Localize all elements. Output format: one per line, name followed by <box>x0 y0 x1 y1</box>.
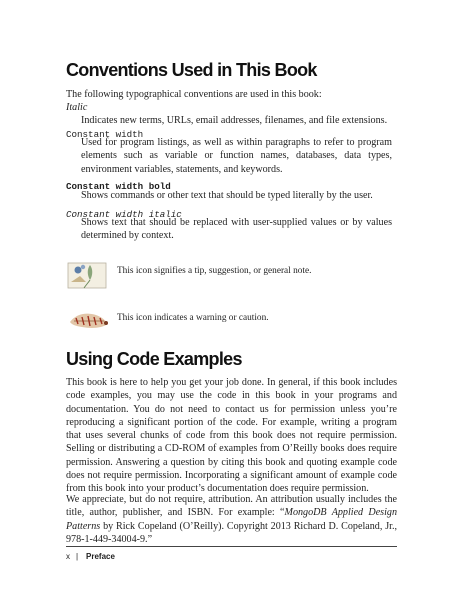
term-italic: Italic <box>66 102 88 113</box>
warning-icon <box>66 304 111 334</box>
code-examples-paragraph-2 <box>66 493 397 546</box>
term-constant-width: Constant width <box>66 129 144 140</box>
attribution-text-end: by Rick Copeland (O’Reilly). Copyright 2013 Richard D. Copeland, Jr., 978-1-449-34004-9.” <box>66 520 397 545</box>
attribution-text-start: We appreciate, but do not require, attribution. An attribution usually includes the title, author, publisher, and ISBN. For example: “ <box>66 494 397 519</box>
desc-constant-width-bold: Shows commands or other text that should be typed literally by the user. <box>81 190 373 201</box>
page-number: x <box>66 552 70 561</box>
tip-note-text: This icon signifies a tip, suggestion, or general note. <box>117 266 312 276</box>
desc-constant-width-italic: Shows text that should be replaced with user-supplied values or by values determined by context. <box>81 217 392 242</box>
conventions-intro: The following typographical conventions are used in this book: <box>66 89 322 100</box>
desc-constant-width: Used for program listings, as well as within paragraphs to refer to program elements such as variable or function names, databases, data types, environment variables, statements, and keywords. <box>81 137 392 175</box>
tip-icon <box>66 258 111 294</box>
footer-rule <box>66 546 397 547</box>
section-heading-conventions: Conventions Used in This Book <box>66 60 317 80</box>
warning-note-text: This icon indicates a warning or caution. <box>117 313 269 323</box>
footer-separator: | <box>76 552 79 561</box>
footer-section-title: Preface <box>86 552 115 561</box>
desc-italic: Indicates new terms, URLs, email addresses, filenames, and file extensions. <box>81 115 388 126</box>
book-title: MongoDB Applied Design Patterns <box>66 507 397 532</box>
section-heading-code-examples: Using Code Examples <box>66 349 242 369</box>
term-constant-width-italic: Constant width italic <box>66 209 182 220</box>
code-examples-paragraph-1: This book is here to help you get your job done. In general, if this book includes code examples, you may use the code in this book in your programs and documentation. You do not need to contact us for permission unless you’re reproducing a significant portion of the code. For example, writing a program that uses several chunks of code from this book does not require permission. Selling or distributing a CD-ROM of examples from O’Reilly books does require permission. Answering a question by citing this book and quoting example code does not require permission. Incorporating a significant amount of example code from this book into your product’s documentation does require permission. <box>66 377 397 495</box>
term-constant-width-bold: Constant width bold <box>66 181 171 192</box>
